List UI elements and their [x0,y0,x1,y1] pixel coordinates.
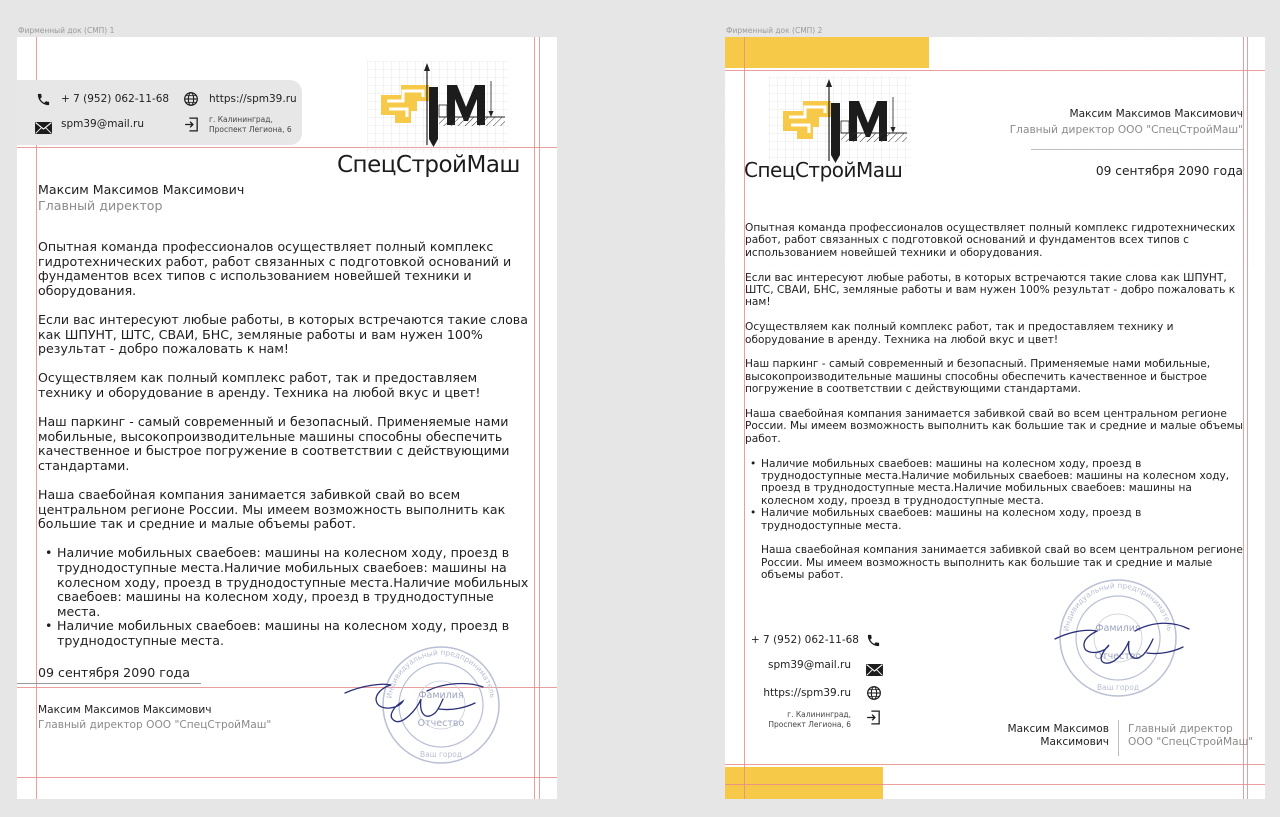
address-icon [183,116,200,137]
accent-bar-bottom [725,767,883,799]
paragraph: Если вас интересуют любые работы, в которых встречаются такие слова как ШПУНТ, ШТС, СВАИ, БНС, земляные работы и вам нужен 100% результат - добро пожаловать к нам! [38,311,528,357]
signer-name [985,723,1109,749]
bullet-list [38,546,533,648]
recipient-name: Максим Максимов Максимович [1069,108,1243,120]
list-item: • Наличие мобильных сваебоев: машины на колесном ходу, проезд в труднодоступные места. [38,619,533,648]
signer-title [1128,723,1253,749]
contact-block [725,632,891,732]
list-item: • Наличие мобильных сваебоев: машины на колесном ходу, проезд в труднодоступные места. [745,507,1245,532]
signer-divider [1118,720,1119,756]
stamp-ring-text: Индивидуальный предприниматель [384,647,498,700]
globe-icon [183,91,199,111]
address-line-1: г. Калининград, [209,115,273,124]
signer-title: Главный директор ООО "СпецСтройМаш" [38,719,272,731]
stamp-ring-text: Индивидуальный предприниматель [1061,580,1175,633]
signer-name-line-2: Максимович [1040,736,1109,748]
contact-block [17,80,302,145]
letter-date: 09 сентября 2090 года [38,665,190,680]
letterhead-page-1[interactable] [17,37,557,799]
paragraph: Если вас интересуют любые работы, в которых встречаются такие слова как ШПУНТ, ШТС, СВАИ, БНС, земляные работы и вам нужен 100% результат - добро пожаловать к нам! [745,271,1236,309]
recipient-title: Главный директор ООО "СпецСтройМаш" [1009,124,1243,136]
paragraph: Наша сваебойная компания занимается забивкой свай во всем центральном регионе России. Мы имеем возможность выполнить как большие так и средние и малые объемы работ. [745,408,1243,445]
address-icon [865,709,882,730]
accent-bar-top [725,37,929,68]
paragraph: Наша сваебойная компания занимается забивкой свай во всем центральном регионе России. Мы имеем возможность выполнить как большие так и средние и малые объемы работ. [38,487,506,532]
mail-icon [35,119,52,138]
company-name: СпецСтройМаш [744,158,903,182]
paragraph: Опытная команда профессионалов осуществляет полный комплекс гидротехнических работ, работ связанных с подготовкой оснований и фундаментов всех типов с использованием новейшей техники и оборудования. [38,239,512,298]
paragraph: Наш паркинг - самый современный и безопасный. Применяемые нами мобильные, высокопроизводительные машины способны обеспечить качественное и быстрое погружение в соответствии с действующими стандартами. [745,358,1211,396]
recipient-title: Главный директор [38,198,163,213]
frame-label-1: Фирменный док (СМП) 1 [18,26,115,35]
paragraph: Осуществляем как полный комплекс работ, так и предоставляем технику и оборудование в аренду. Техника на любой вкус и цвет! [38,370,481,400]
signature [1053,609,1193,669]
paragraph: Наш паркинг - самый современный и безопасный. Применяемые нами мобильные, высокопроизводительные машины способны обеспечить качественное и быстрое погружение в соответствии с действующими стандартами. [38,414,510,473]
list-item: • Наличие мобильных сваебоев: машины на колесном ходу, проезд в труднодоступные места.Наличие мобильных сваебоев: машины на колесном ходу, проезд в труднодоступные места.Наличие мобильных сваебоев: машины на колесном ходу, проезд в труднодоступные места. [745,458,1245,508]
company-logo [769,77,911,169]
stamp-line-1: Фамилия [418,690,464,701]
recipient-divider [1031,149,1243,150]
stamp-line-2: Отчество [417,718,465,729]
email-link[interactable]: spm39@mail.ru [61,118,145,130]
paragraph: Опытная команда профессионалов осуществляет полный комплекс гидротехнических работ, работ связанных с подготовкой оснований и фундаментов всех типов с использованием новейшей техники и оборудования. [745,222,1236,259]
company-logo [367,61,509,153]
stamp-line-1: Фамилия [1095,623,1141,634]
paragraph: Осуществляем как полный комплекс работ, так и предоставляем технику и оборудование в аренду. Техника на любой вкус и цвет! [745,321,1174,346]
signer-title-line-1: Главный директор [1128,723,1233,735]
signer-name: Максим Максимов Максимович [38,704,212,716]
mail-icon [866,661,883,680]
company-name: СпецСтройМаш [337,152,520,178]
letter-body [38,240,533,649]
letterhead-page-2[interactable] [725,37,1265,799]
recipient-name: Максим Максимов Максимович [38,182,245,197]
stamp-bottom: Ваш город [419,750,463,759]
letter-date: 09 сентября 2090 года [1095,164,1243,178]
phone-icon [866,633,881,652]
email-link[interactable]: spm39@mail.ru [767,659,851,671]
site-link[interactable]: https://spm39.ru [763,687,851,699]
stamp-bottom: Ваш город [1096,683,1140,692]
site-link[interactable]: https://spm39.ru [209,93,297,105]
bullet-list [745,458,1245,532]
address-line-2: Проспект Легиона, 6 [209,125,292,134]
signer-name-line-1: Максим Максимов [1007,723,1109,735]
address-line-1: г. Калининград, [787,710,851,719]
closing-paragraph: Наша сваебойная компания занимается забивкой свай во всем центральном регионе России. Мы имеем возможность выполнить как большие так и средние и малые объемы работ. [761,544,1243,582]
phone-text: + 7 (952) 062-11-68 [61,93,170,105]
stamp-line-2: Отчество [1094,651,1142,662]
phone-text: + 7 (952) 062-11-68 [750,634,859,646]
date-underline [17,683,201,684]
signature [343,673,493,728]
letter-body [745,222,1245,594]
address-line-2: Проспект Легиона, 6 [768,720,851,729]
signer-title-line-2: ООО "СпецСтройМаш" [1128,736,1254,748]
list-item: • Наличие мобильных сваебоев: машины на колесном ходу, проезд в труднодоступные места.Наличие мобильных сваебоев: машины на колесном ходу, проезд в труднодоступные места.Наличие мобильных сваебоев: машины на колесном ходу, проезд в труднодоступные места. [38,546,533,619]
globe-icon [866,685,882,705]
phone-icon [36,92,51,111]
frame-label-2: Фирменный док (СМП) 2 [726,26,823,35]
